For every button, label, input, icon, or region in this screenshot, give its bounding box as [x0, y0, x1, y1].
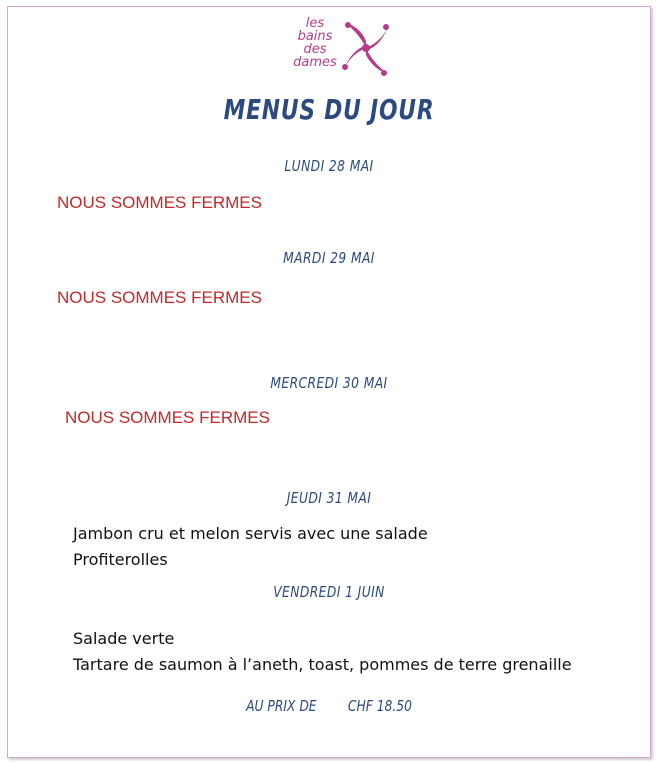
price-value: CHF 18.50: [347, 697, 412, 715]
closed-notice-wednesday: NOUS SOMMES FERMES: [65, 408, 270, 427]
four-figures-swirl-icon: [340, 17, 392, 79]
price-label: AU PRIX DE: [246, 697, 317, 715]
dish-thursday-1: Jambon cru et melon servis avec une salade: [73, 524, 428, 543]
day-label-friday: VENDREDI 1 JUIN: [273, 583, 385, 601]
dish-friday-1: Salade verte: [73, 629, 175, 648]
logo-line-1: les: [305, 16, 325, 31]
logo-line-4: dames: [293, 55, 337, 70]
menu-page: [7, 6, 651, 758]
price-line: [66, 697, 592, 715]
page-title: MENUS DU JOUR: [223, 93, 435, 126]
day-label-monday: LUNDI 28 MAI: [284, 157, 374, 175]
day-label-wednesday: MERCREDI 30 MAI: [270, 374, 388, 392]
day-label-tuesday: MARDI 29 MAI: [283, 249, 375, 267]
day-label-thursday: JEUDI 31 MAI: [286, 489, 372, 507]
closed-notice-tuesday: NOUS SOMMES FERMES: [57, 288, 262, 307]
closed-notice-monday: NOUS SOMMES FERMES: [57, 193, 262, 212]
logo-line-2: bains: [297, 29, 333, 44]
dish-friday-2: Tartare de saumon à l’aneth, toast, pommes de terre grenaille: [73, 655, 572, 674]
dish-thursday-2: Profiterolles: [73, 550, 168, 569]
logo-line-3: des: [303, 42, 327, 57]
logo: [280, 17, 400, 87]
